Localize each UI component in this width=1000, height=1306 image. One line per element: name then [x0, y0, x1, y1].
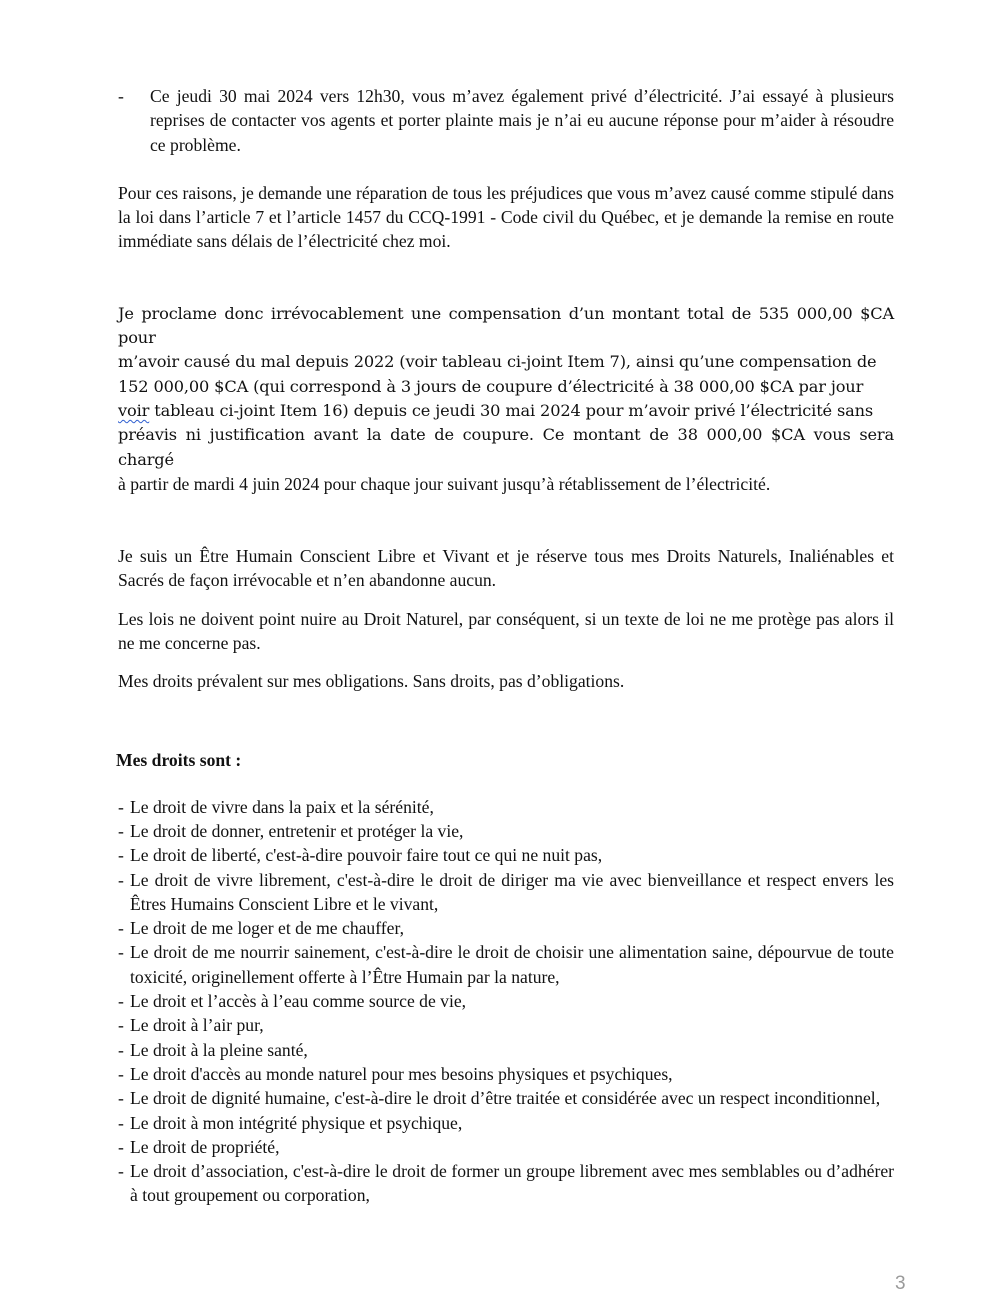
rights-heading: Mes droits sont :	[116, 749, 242, 770]
compensation-line: à partir de mardi 4 juin 2024 pour chaque jour suivant jusqu’à rétablissement de l’électricité.	[118, 473, 771, 494]
paragraph-reasons: Pour ces raisons, je demande une réparation de tous les préjudices que vous m’avez causé comme stipulé dans la loi dans l’article 7 et l’article 1457 du CCQ-1991 - Code civil du Québec, et je demande la remise en route immédiate sans délais de l’électricité chez moi.	[118, 182, 894, 252]
list-dash: -	[118, 86, 124, 106]
document-body	[118, 84, 894, 1208]
list-item: - Le droit de me nourrir sainement, c'est-à-dire le droit de choisir une alimentation saine, dépourvue de toute toxicité, originellement offerte à l’Être Humain par la nature,	[118, 942, 894, 987]
spellcheck-flagged-word[interactable]: voir	[118, 400, 150, 420]
compensation-line: voir tableau ci-joint Item 16) depuis ce jeudi 30 mai 2024 pour m’avoir privé l’électricité sans	[118, 400, 874, 420]
paragraph-rights-prevail: Mes droits prévalent sur mes obligations. Sans droits, pas d’obligations.	[118, 671, 625, 692]
page-number: 3	[895, 1273, 906, 1294]
list-item: - Le droit à mon intégrité physique et psychique,	[118, 1112, 463, 1133]
compensation-line: m’avoir causé du mal depuis 2022 (voir tableau ci-joint Item 7), ainsi qu’une compensation de	[118, 352, 877, 372]
paragraph-human-rights: Je suis un Être Humain Conscient Libre et Vivant et je réserve tous mes Droits Naturels, Inaliénables et Sacrés de façon irrévocable et n’en abandonne aucun.	[118, 546, 894, 591]
list-item: - Le droit de liberté, c'est-à-dire pouvoir faire tout ce qui ne nuit pas,	[118, 845, 603, 866]
paragraph-compensation	[118, 302, 894, 496]
list-item: - Le droit de dignité humaine, c'est-à-dire le droit d’être traitée et considérée avec un respect inconditionnel,	[118, 1088, 881, 1109]
compensation-line: Je proclame donc irrévocablement une compensation d’un montant total de 535 000,00 $CA pour	[118, 303, 894, 348]
list-item: - Le droit d’association, c'est-à-dire le droit de former un groupe librement avec mes semblables ou d’adhérer à tout groupement ou corporation,	[118, 1161, 894, 1206]
list-item: - Le droit de me loger et de me chauffer,	[118, 918, 404, 939]
rights-list	[118, 795, 894, 1208]
compensation-line: préavis ni justification avant la date de coupure. Ce montant de 38 000,00 $CA vous sera chargé	[118, 425, 894, 469]
list-item: - Le droit et l’accès à l’eau comme source de vie,	[118, 991, 467, 1012]
list-item: - Le droit d'accès au monde naturel pour mes besoins physiques et psychiques,	[118, 1063, 673, 1084]
list-item: - Le droit à la pleine santé,	[118, 1039, 308, 1060]
intro-item-text: Ce jeudi 30 mai 2024 vers 12h30, vous m’avez également privé d’électricité. J’ai essayé à plusieurs reprises de contacter vos agents et porter plainte mais je n’ai eu aucune réponse pour m’aider à résoudre ce problème.	[150, 86, 894, 155]
list-item: - Le droit de donner, entretenir et protéger la vie,	[118, 820, 464, 841]
intro-list-item	[118, 84, 894, 157]
paragraph-laws: Les lois ne doivent point nuire au Droit Naturel, par conséquent, si un texte de loi ne me protège pas alors il ne me concerne pas.	[118, 608, 894, 654]
list-item: - Le droit à l’air pur,	[118, 1015, 264, 1036]
list-item: - Le droit de vivre dans la paix et la sérénité,	[118, 796, 434, 817]
compensation-line: 152 000,00 $CA (qui correspond à 3 jours de coupure d’électricité à 38 000,00 $CA par jour	[118, 376, 864, 396]
list-item: - Le droit de vivre librement, c'est-à-dire le droit de diriger ma vie avec bienveillance et respect envers les Êtres Humains Conscient Libre et le vivant,	[118, 869, 894, 914]
list-item: - Le droit de propriété,	[118, 1136, 280, 1157]
